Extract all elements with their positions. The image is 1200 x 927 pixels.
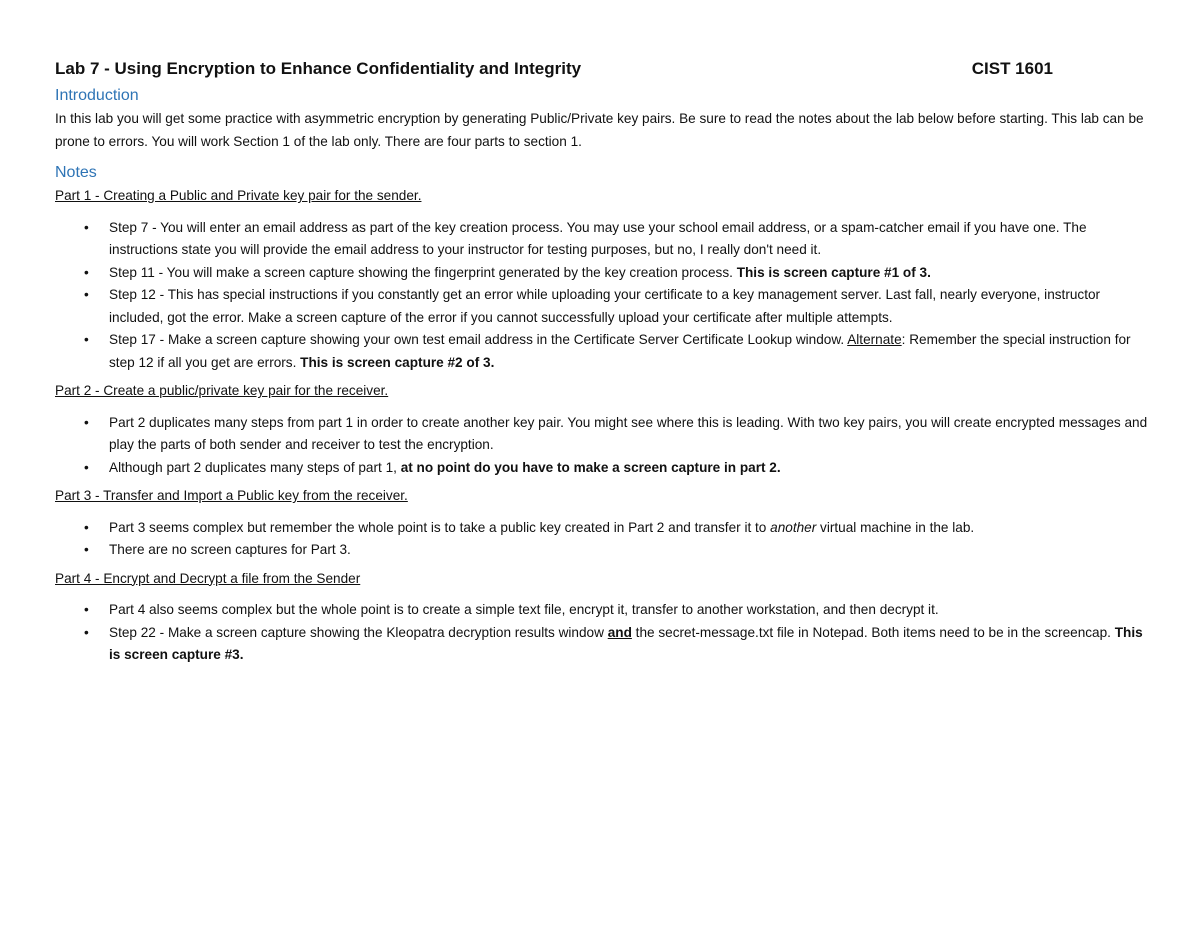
introduction-heading: Introduction — [55, 87, 139, 104]
list-item — [84, 599, 1149, 622]
course-code: CIST 1601 — [971, 59, 1053, 78]
item-text: Part 4 also seems complex but the whole point is to create a simple text file, encrypt it, transfer to another workstation, and then decrypt it. — [109, 602, 939, 617]
bullet-icon: • — [84, 219, 89, 235]
item-text: Although part 2 duplicates many steps of part 1, — [109, 459, 401, 475]
part3-heading: Part 3 - Transfer and Import a Public key from the receiver. — [55, 488, 408, 503]
list-item — [84, 622, 1149, 667]
bullet-icon: • — [84, 264, 89, 280]
part2-list — [55, 412, 1149, 480]
document-title: Lab 7 - Using Encryption to Enhance Confidentiality and Integrity — [55, 59, 582, 78]
item-italic-text: another — [770, 519, 817, 535]
bullet-icon: • — [84, 287, 89, 302]
introduction-text: In this lab you will get some practice with asymmetric encryption by generating Public/Private key pairs. Be sure to read the notes about the lab below before starting. This lab can be prone to errors. You will work Section 1 of the lab only. There are four parts to section 1. — [55, 111, 1144, 149]
list-item — [84, 457, 1149, 480]
item-text: Part 3 seems complex but remember the whole point is to take a public key created in Part 2 and transfer it to — [109, 519, 771, 535]
list-item — [84, 517, 1149, 540]
bullet-icon: • — [84, 414, 89, 430]
item-text: Step 17 - Make a screen capture showing your own test email address in the Certificate Server Certificate Lookup window. — [109, 332, 848, 347]
part3-list — [55, 517, 1149, 562]
item-text-continued: the secret-message.txt file in Notepad. Both items need to be in the screencap. — [631, 624, 1115, 640]
list-item — [84, 539, 1149, 562]
item-text: Step 7 - You will enter an email address as part of the key creation process. You may use your school email address, or a spam-catcher email if you have one. The instructions state you will provide the email address to your instructor for testing purposes, but no, I really don't need it. — [109, 219, 1087, 257]
item-text: There are no screen captures for Part 3. — [109, 542, 351, 557]
item-text-continued: virtual machine in the lab. — [816, 519, 975, 535]
item-bold-underlined-text: and — [607, 624, 632, 640]
bullet-icon: • — [84, 332, 89, 347]
title-row — [55, 58, 1053, 80]
bullet-icon: • — [84, 459, 89, 475]
bullet-icon: • — [84, 542, 89, 557]
item-text: Step 11 - You will make a screen capture showing the fingerprint generated by the key creation process. — [109, 264, 737, 280]
item-bold-text: at no point do you have to make a screen capture in part 2. — [400, 459, 781, 475]
item-text-continued: : Remember the special instruction for step 12 if all you get are errors. — [109, 332, 1131, 370]
bullet-icon: • — [84, 624, 89, 640]
list-item — [84, 217, 1149, 262]
item-bold-text: This is screen capture #3. — [109, 624, 1143, 662]
bullet-icon: • — [84, 602, 89, 617]
item-underlined-text: Alternate — [847, 332, 902, 347]
list-item — [84, 262, 1149, 285]
part4-heading: Part 4 - Encrypt and Decrypt a file from the Sender — [55, 570, 361, 586]
list-item — [84, 329, 1149, 374]
bullet-icon: • — [84, 519, 89, 535]
list-item — [84, 412, 1149, 457]
part1-heading: Part 1 - Creating a Public and Private key pair for the sender. — [55, 188, 422, 203]
item-text: Step 12 - This has special instructions if you constantly get an error while uploading your certificate to a key management server. Last fall, nearly everyone, instructor included, got the error. Make a screen capture of the error if you cannot successfully upload your certificate after multiple attempts. — [109, 287, 1101, 325]
list-item — [84, 284, 1149, 329]
part1-list — [55, 217, 1149, 375]
part2-heading: Part 2 - Create a public/private key pair for the receiver. — [55, 383, 389, 398]
item-bold-text: This is screen capture #1 of 3. — [736, 264, 931, 280]
item-text: Part 2 duplicates many steps from part 1 in order to create another key pair. You might see where this is leading. With two key pairs, you will create encrypted messages and play the parts of both sender and receiver to test the encryption. — [109, 414, 1148, 452]
item-text: Step 22 - Make a screen capture showing the Kleopatra decryption results window — [109, 624, 608, 640]
item-bold-text: This is screen capture #2 of 3. — [300, 354, 495, 370]
notes-heading: Notes — [55, 164, 97, 181]
part4-list — [55, 599, 1149, 667]
